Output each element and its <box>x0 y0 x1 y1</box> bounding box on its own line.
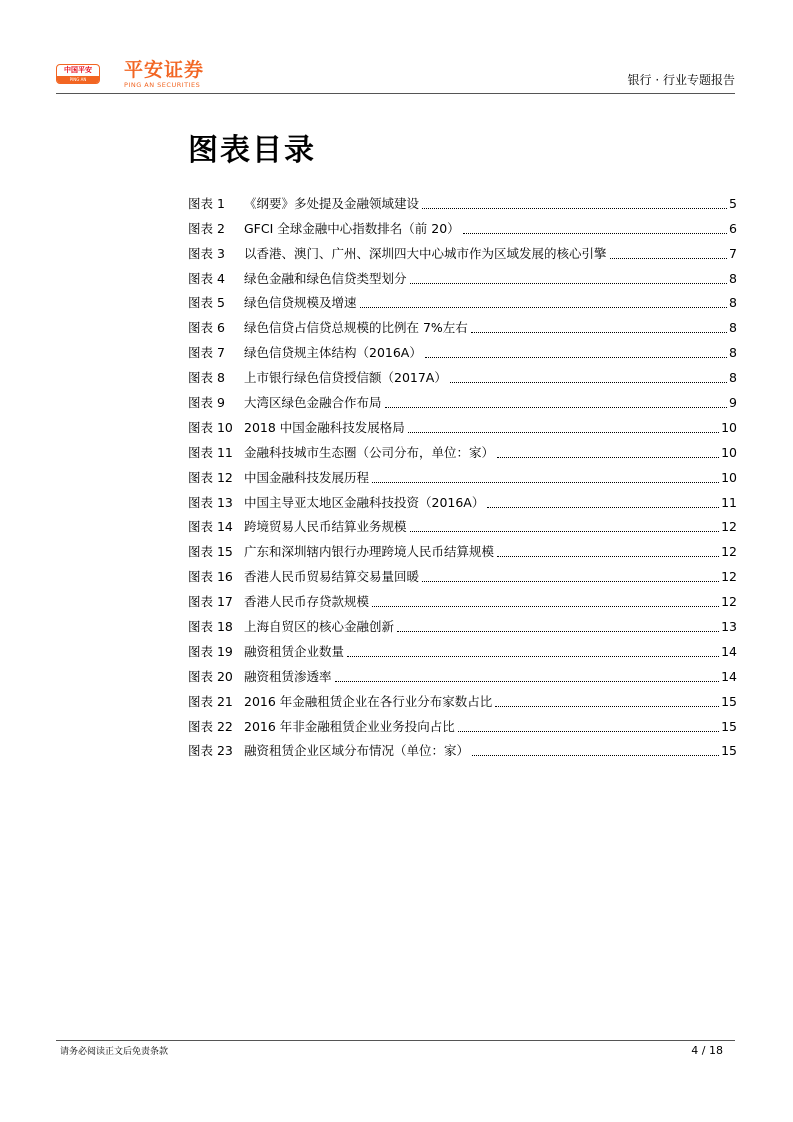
toc-figure-label: 图表 19 <box>188 643 233 659</box>
toc-figure-title: 以香港、澳门、广州、深圳四大中心城市作为区域发展的核心引擎 <box>244 245 607 261</box>
toc-figure-label: 图表 10 <box>188 419 233 435</box>
toc-page-number: 9 <box>729 395 737 411</box>
toc-page-number: 12 <box>721 594 737 610</box>
toc-leader-dots <box>360 307 728 308</box>
header-divider <box>56 93 735 94</box>
toc-entry[interactable] <box>188 387 737 412</box>
toc-figure-label: 图表 6 <box>188 320 225 336</box>
toc-entry[interactable] <box>188 611 737 636</box>
toc-page-number: 8 <box>729 270 737 286</box>
footer-divider <box>56 1040 735 1041</box>
toc-page-number: 5 <box>729 195 737 211</box>
toc-page-number: 8 <box>729 370 737 386</box>
toc-entry[interactable] <box>188 312 737 337</box>
toc-figure-label: 图表 13 <box>188 494 233 510</box>
toc-page-number: 10 <box>721 444 737 460</box>
toc-entry[interactable] <box>188 362 737 387</box>
toc-entry[interactable] <box>188 337 737 362</box>
toc-figure-title: 《纲要》多处提及金融领域建设 <box>244 195 420 211</box>
toc-page-number: 6 <box>729 220 737 236</box>
toc-page-number: 7 <box>729 245 737 261</box>
toc-leader-dots <box>372 482 719 483</box>
toc-leader-dots <box>472 755 719 756</box>
toc-figure-title: 绿色信贷规主体结构（2016A） <box>244 345 422 361</box>
toc-entry[interactable] <box>188 437 737 462</box>
toc-page-number: 12 <box>721 569 737 585</box>
toc-figure-title: 绿色金融和绿色信贷类型划分 <box>244 270 407 286</box>
toc-figure-title: 中国金融科技发展历程 <box>244 469 370 485</box>
toc-figure-label: 图表 14 <box>188 519 233 535</box>
toc-page-number: 13 <box>721 619 737 635</box>
toc-page-number: 11 <box>721 494 737 510</box>
toc-figure-title: 上市银行绿色信贷授信额（2017A） <box>244 370 447 386</box>
toc-leader-dots <box>495 706 719 707</box>
toc-leader-dots <box>497 556 719 557</box>
toc-figure-title: 融资租赁企业数量 <box>244 643 345 659</box>
toc-figure-label: 图表 16 <box>188 569 233 585</box>
page-title: 图表目录 <box>188 133 316 168</box>
toc-entry[interactable] <box>188 736 737 761</box>
logo-small-text: 中国平安 <box>64 66 92 74</box>
toc-figure-title: GFCI 全球金融中心指数排名（前 20） <box>244 220 460 236</box>
toc-figure-label: 图表 4 <box>188 270 225 286</box>
toc-figure-title: 绿色信贷规模及增速 <box>244 295 357 311</box>
toc-entry[interactable] <box>188 188 737 213</box>
toc-leader-dots <box>372 606 719 607</box>
toc-page-number: 10 <box>721 419 737 435</box>
toc-leader-dots <box>487 507 719 508</box>
toc-entry[interactable] <box>188 412 737 437</box>
toc-entry[interactable] <box>188 686 737 711</box>
toc-figure-title: 融资租赁渗透率 <box>244 668 332 684</box>
toc-figure-title: 跨境贸易人民币结算业务规模 <box>244 519 407 535</box>
toc-entry[interactable] <box>188 586 737 611</box>
toc-entry[interactable] <box>188 536 737 561</box>
toc-figure-label: 图表 21 <box>188 693 233 709</box>
toc-entry[interactable] <box>188 288 737 313</box>
toc-leader-dots <box>463 233 727 234</box>
toc-page-number: 8 <box>729 295 737 311</box>
pingan-group-logo <box>56 64 100 84</box>
toc-figure-title: 广东和深圳辖内银行办理跨境人民币结算规模 <box>244 544 495 560</box>
brand-name-cn: 平安证券 <box>124 59 205 81</box>
brand-logo <box>124 59 204 89</box>
toc-page-number: 15 <box>721 693 737 709</box>
toc-entry[interactable] <box>188 711 737 736</box>
toc-figure-label: 图表 3 <box>188 245 225 261</box>
toc-entry[interactable] <box>188 636 737 661</box>
footer-page-number: 4 / 18 <box>691 1044 723 1057</box>
toc-page-number: 10 <box>721 469 737 485</box>
toc-figure-label: 图表 17 <box>188 594 233 610</box>
toc-figure-label: 图表 15 <box>188 544 233 560</box>
toc-figure-label: 图表 12 <box>188 469 233 485</box>
footer-disclaimer: 请务必阅读正文后免责条款 <box>60 1047 169 1057</box>
toc-page-number: 15 <box>721 743 737 759</box>
toc-figure-title: 绿色信贷占信贷总规模的比例在 7%左右 <box>244 320 468 336</box>
toc-figure-label: 图表 22 <box>188 718 233 734</box>
toc-figure-label: 图表 18 <box>188 619 233 635</box>
toc-page-number: 14 <box>721 643 737 659</box>
toc-figure-title: 大湾区绿色金融合作布局 <box>244 395 382 411</box>
toc-leader-dots <box>410 531 720 532</box>
toc-figure-label: 图表 2 <box>188 220 225 236</box>
toc-figure-title: 2018 中国金融科技发展格局 <box>244 419 405 435</box>
toc-leader-dots <box>450 382 727 383</box>
toc-page-number: 12 <box>721 544 737 560</box>
toc-leader-dots <box>497 457 719 458</box>
toc-figure-label: 图表 7 <box>188 345 225 361</box>
toc-figure-label: 图表 9 <box>188 395 225 411</box>
toc-figure-title: 中国主导亚太地区金融科技投资（2016A） <box>244 494 485 510</box>
toc-leader-dots <box>425 357 727 358</box>
report-category: 银行 · 行业专题报告 <box>627 73 735 87</box>
toc-figure-title: 香港人民币贸易结算交易量回暖 <box>244 569 420 585</box>
toc-entry[interactable] <box>188 661 737 686</box>
toc-leader-dots <box>422 581 719 582</box>
toc-entry[interactable] <box>188 561 737 586</box>
toc-figure-title: 香港人民币存贷款规模 <box>244 594 370 610</box>
toc-figure-label: 图表 11 <box>188 444 233 460</box>
toc-leader-dots <box>385 407 728 408</box>
toc-entry[interactable] <box>188 238 737 263</box>
toc-page-number: 14 <box>721 668 737 684</box>
toc-leader-dots <box>458 731 719 732</box>
toc-leader-dots <box>347 656 719 657</box>
toc-leader-dots <box>335 681 720 682</box>
toc-entry[interactable] <box>188 487 737 512</box>
toc-page-number: 12 <box>721 519 737 535</box>
toc-leader-dots <box>397 631 719 632</box>
toc-figure-label: 图表 1 <box>188 195 225 211</box>
toc-figure-label: 图表 20 <box>188 668 233 684</box>
toc-page-number: 15 <box>721 718 737 734</box>
toc-leader-dots <box>408 432 719 433</box>
toc-figure-label: 图表 23 <box>188 743 233 759</box>
toc-leader-dots <box>422 208 727 209</box>
toc-figure-title: 融资租赁企业区域分布情况（单位：家） <box>244 743 470 759</box>
toc-figure-title: 2016 年金融租赁企业在各行业分布家数占比 <box>244 693 493 709</box>
toc-leader-dots <box>610 258 728 259</box>
toc-leader-dots <box>410 283 728 284</box>
toc-entry[interactable] <box>188 263 737 288</box>
logo-bar <box>57 76 99 83</box>
toc-figure-title: 上海自贸区的核心金融创新 <box>244 619 395 635</box>
toc-leader-dots <box>471 332 727 333</box>
toc-figure-title: 2016 年非金融租赁企业业务投向占比 <box>244 718 455 734</box>
toc-entry[interactable] <box>188 512 737 537</box>
toc-entry[interactable] <box>188 462 737 487</box>
toc-entry[interactable] <box>188 213 737 238</box>
toc-page-number: 8 <box>729 320 737 336</box>
toc-figure-label: 图表 8 <box>188 370 225 386</box>
toc-figure-label: 图表 5 <box>188 295 225 311</box>
toc-figure-title: 金融科技城市生态圈（公司分布，单位：家） <box>244 444 495 460</box>
logo-bar-text: PING AN <box>69 77 87 82</box>
brand-name-en: PING AN SECURITIES <box>124 81 201 89</box>
toc-page-number: 8 <box>729 345 737 361</box>
figure-list <box>188 188 737 760</box>
